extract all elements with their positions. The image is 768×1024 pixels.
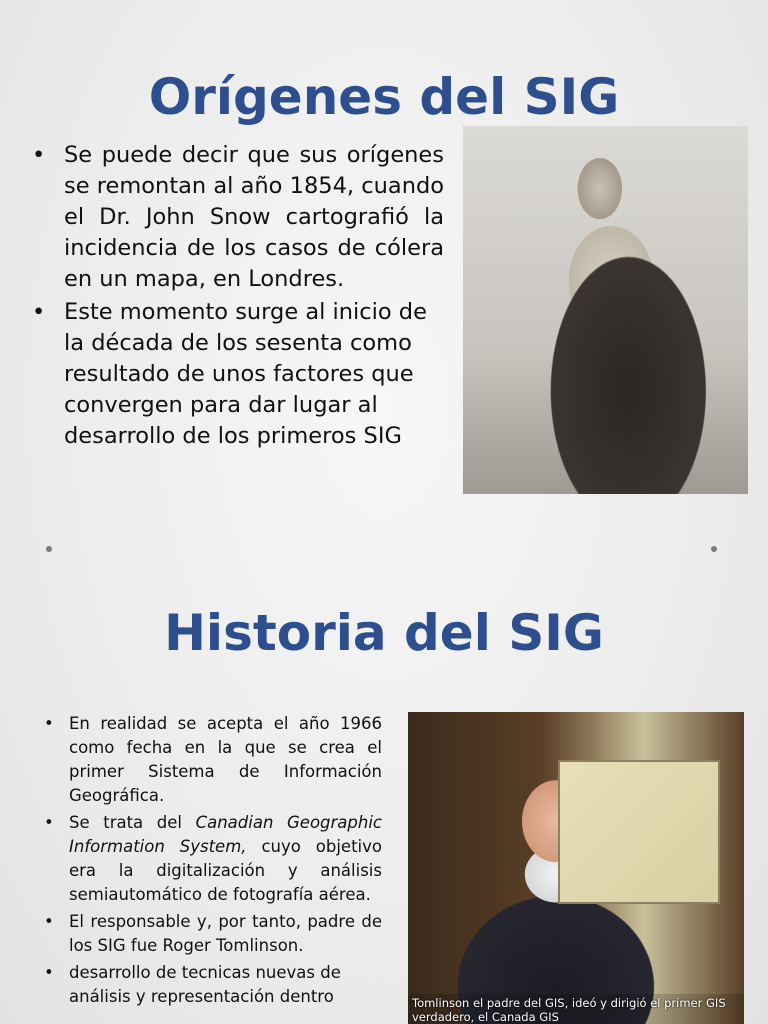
- list-item: [32, 297, 444, 452]
- list-item: [32, 140, 444, 295]
- bullet-text: Se puede decir que sus orígenes se remontan al año 1854, cuando el Dr. John Snow cartografió la incidencia de los casos de cólera en un mapa, en Londres.: [64, 142, 444, 292]
- bullet-list: [32, 140, 444, 454]
- bullet-icon: •: [44, 813, 54, 832]
- bullet-list: [44, 712, 382, 1012]
- roger-tomlinson-photo: [408, 712, 744, 1024]
- bullet-text-italic: Canadian Geographic Information System,: [69, 813, 383, 856]
- bullet-text: desarrollo de tecnicas nuevas de análisis y representación dentro: [69, 963, 341, 1006]
- photo-caption: Tomlinson el padre del GIS, ideó y dirigió el primer GIS verdadero, el Canada GIS: [408, 994, 744, 1024]
- bullet-text: Este momento surge al inicio de la década de los sesenta como resultado de unos factores que convergen para dar lugar al desarrollo de los primeros SIG: [64, 299, 427, 449]
- slide-title: Orígenes del SIG: [148, 68, 620, 126]
- list-item: [44, 910, 382, 958]
- bullet-icon: •: [32, 142, 46, 168]
- bullet-text-pre: Se trata del: [69, 813, 196, 832]
- bullet-icon: •: [32, 299, 46, 325]
- slide-historia: [0, 572, 768, 1024]
- bullet-icon: •: [44, 963, 54, 982]
- slide-title: Historia del SIG: [164, 604, 604, 662]
- wall-map: [558, 760, 720, 904]
- list-item: [44, 961, 382, 1009]
- bullet-icon: •: [44, 714, 54, 733]
- bullet-text-post: cuyo objetivo era la digitalización y análisis semiautomático de fotografía aérea.: [69, 837, 382, 904]
- bullet-text: El responsable y, por tanto, padre de los SIG fue Roger Tomlinson.: [69, 912, 382, 955]
- list-item: [44, 811, 382, 907]
- slide-separator-dot-right: [711, 546, 717, 552]
- bullet-icon: •: [44, 912, 54, 931]
- john-snow-portrait: [463, 126, 748, 494]
- slide-separator-dot-left: [46, 546, 52, 552]
- bullet-text: En realidad se acepta el año 1966 como fecha en la que se crea el primer Sistema de Información Geográfica.: [69, 714, 382, 805]
- list-item: [44, 712, 382, 808]
